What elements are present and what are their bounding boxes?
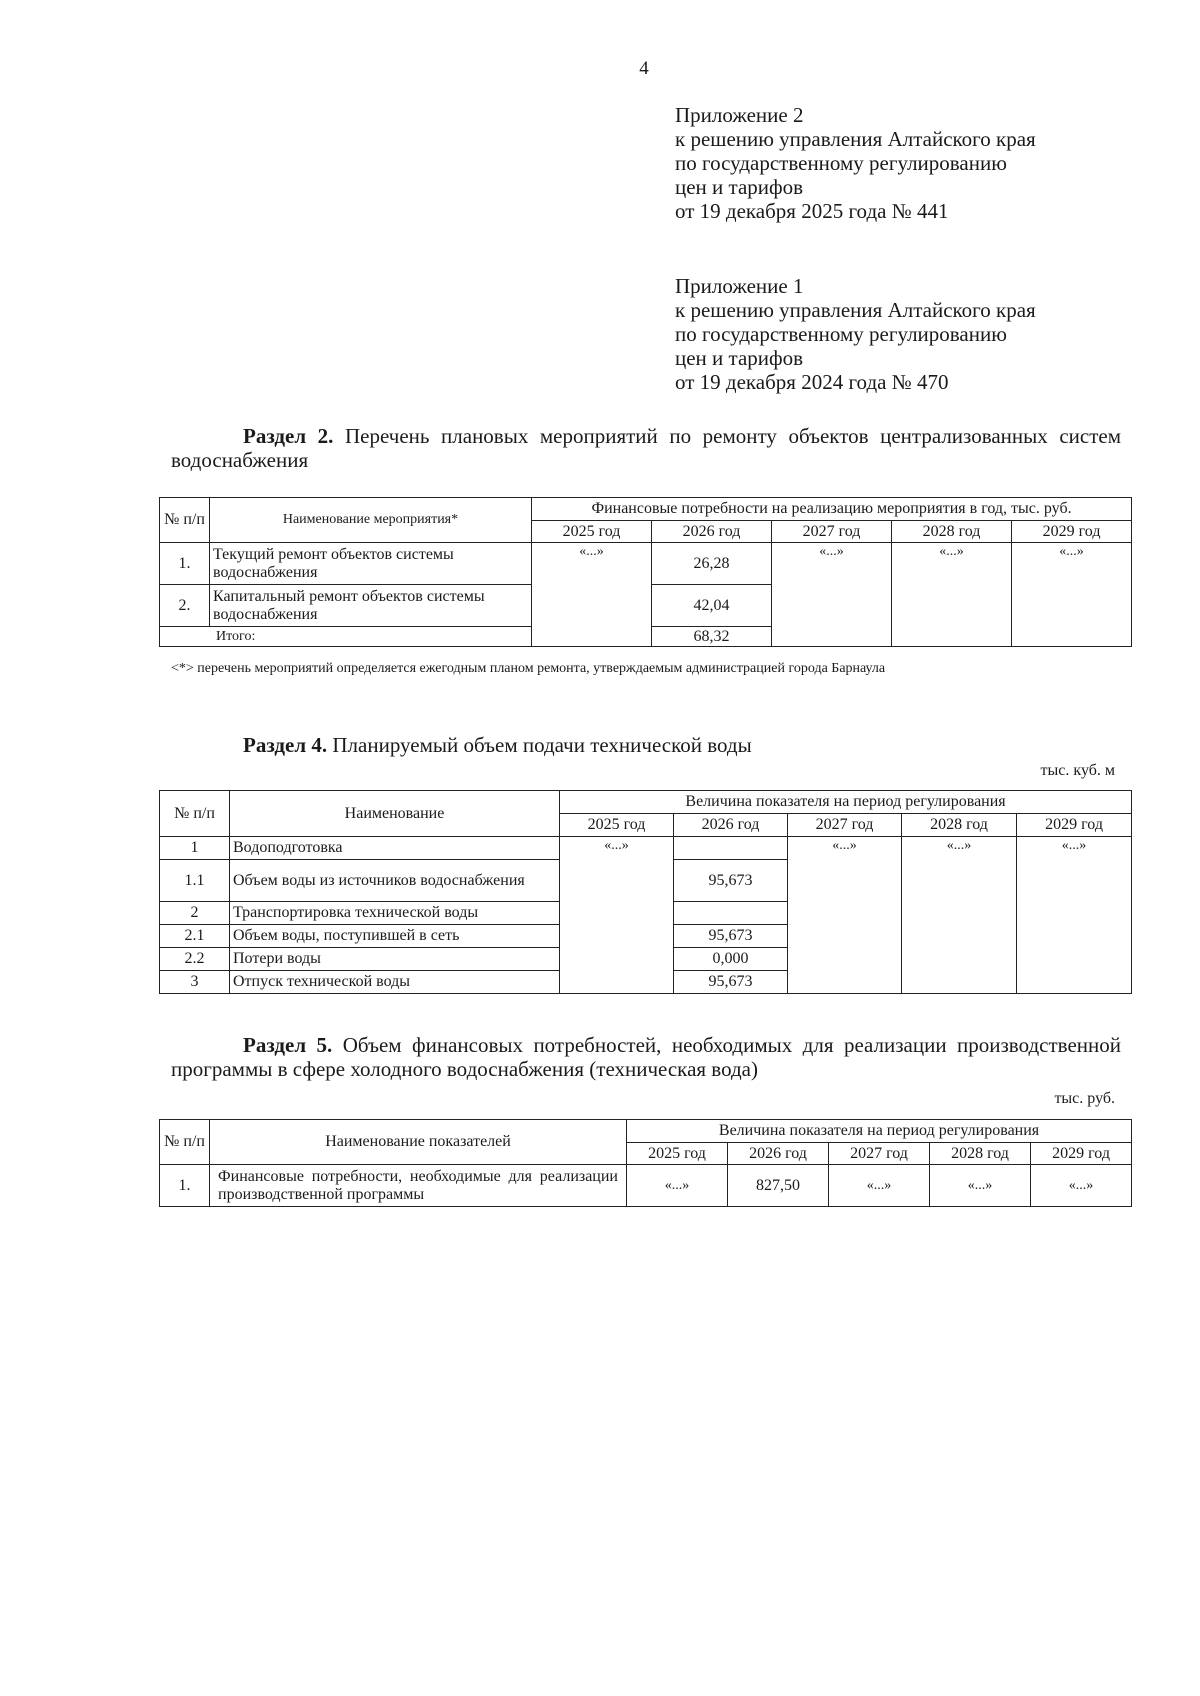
row-num: 2: [160, 902, 230, 925]
row-name: Потери воды: [230, 948, 560, 971]
col-header-year: 2027 год: [829, 1143, 930, 1165]
section-2-footnote: <*> перечень мероприятий определяется ежегодным планом ремонта, утверждаемым администрацией города Барнаула: [171, 661, 886, 676]
col-header-year: 2029 год: [1031, 1143, 1132, 1165]
page-number: 4: [639, 58, 649, 79]
table-row: [160, 543, 1132, 585]
value-cell: 827,50: [728, 1165, 829, 1207]
placeholder-cell: «...»: [532, 543, 652, 647]
section-2-table: [159, 497, 1132, 647]
section-4-title-text: Планируемый объем подачи технической воды: [332, 733, 752, 757]
row-name: Капитальный ремонт объектов системы водоснабжения: [210, 585, 532, 627]
appendix-1-line: по государственному регулированию: [675, 322, 1007, 346]
col-header-year: 2026 год: [674, 814, 788, 837]
placeholder-cell: «...»: [627, 1165, 728, 1207]
section-4-label: Раздел 4.: [243, 733, 328, 757]
section-5-table: [159, 1119, 1132, 1207]
col-header-year: 2028 год: [902, 814, 1017, 837]
appendix-2-line: по государственному регулированию: [675, 151, 1007, 175]
row-num: 2.1: [160, 925, 230, 948]
row-name: Объем воды из источников водоснабжения: [230, 860, 560, 902]
section-2-title: [171, 424, 1121, 472]
col-header-group: Финансовые потребности на реализацию мероприятия в год, тыс. руб.: [532, 498, 1132, 521]
col-header-year: 2029 год: [1017, 814, 1132, 837]
appendix-1-line: цен и тарифов: [675, 346, 804, 370]
section-5-title-text: Объем финансовых потребностей, необходимых для реализации производственной программы в сфере холодного водоснабжения (техническая вода): [171, 1033, 1121, 1081]
placeholder-cell: «...»: [1017, 837, 1132, 994]
value-cell: [674, 837, 788, 860]
row-num: 2.: [160, 585, 210, 627]
table-row: [160, 837, 1132, 860]
row-num: 3: [160, 971, 230, 994]
col-header-group: Величина показателя на период регулирования: [627, 1120, 1132, 1143]
total-value: 68,32: [652, 627, 772, 647]
placeholder-cell: «...»: [1012, 543, 1132, 647]
section-5-unit: тыс. руб.: [1054, 1090, 1115, 1107]
col-header-name: Наименование показателей: [210, 1120, 627, 1165]
row-name: Текущий ремонт объектов системы водоснабжения: [210, 543, 532, 585]
col-header-year: 2029 год: [1012, 521, 1132, 543]
col-header-year: 2025 год: [560, 814, 674, 837]
col-header-num: № п/п: [160, 498, 210, 543]
placeholder-cell: «...»: [930, 1165, 1031, 1207]
row-num: 2.2: [160, 948, 230, 971]
value-cell: 95,673: [674, 971, 788, 994]
section-2-label: Раздел 2.: [243, 424, 334, 448]
placeholder-cell: «...»: [902, 837, 1017, 994]
value-cell: 0,000: [674, 948, 788, 971]
row-num: 1.: [160, 543, 210, 585]
placeholder-cell: «...»: [1031, 1165, 1132, 1207]
appendix-2-line: к решению управления Алтайского края: [675, 127, 1036, 151]
placeholder-cell: «...»: [788, 837, 902, 994]
appendix-1-line: от 19 декабря 2024 года № 470: [675, 370, 949, 394]
row-name: Транспортировка технической воды: [230, 902, 560, 925]
appendix-1-line: к решению управления Алтайского края: [675, 298, 1036, 322]
placeholder-cell: «...»: [772, 543, 892, 647]
section-4-table: [159, 790, 1132, 994]
col-header-year: 2025 год: [532, 521, 652, 543]
appendix-1-header: [675, 274, 1036, 394]
appendix-2-header: [675, 103, 1036, 223]
col-header-year: 2027 год: [772, 521, 892, 543]
col-header-year: 2026 год: [652, 521, 772, 543]
col-header-name: Наименование мероприятия*: [210, 498, 532, 543]
section-4-title: [171, 733, 1121, 757]
section-4-unit: тыс. куб. м: [1040, 762, 1115, 779]
appendix-2-line: Приложение 2: [675, 103, 804, 127]
value-cell: 42,04: [652, 585, 772, 627]
value-cell: 95,673: [674, 860, 788, 902]
placeholder-cell: «...»: [829, 1165, 930, 1207]
total-label: Итого:: [160, 627, 532, 647]
row-name: Отпуск технической воды: [230, 971, 560, 994]
col-header-year: 2027 год: [788, 814, 902, 837]
col-header-num: № п/п: [160, 791, 230, 837]
appendix-2-line: цен и тарифов: [675, 175, 804, 199]
value-cell: 26,28: [652, 543, 772, 585]
col-header-group: Величина показателя на период регулирования: [560, 791, 1132, 814]
col-header-year: 2028 год: [930, 1143, 1031, 1165]
row-name: Водоподготовка: [230, 837, 560, 860]
row-num: 1: [160, 837, 230, 860]
col-header-name: Наименование: [230, 791, 560, 837]
col-header-year: 2026 год: [728, 1143, 829, 1165]
appendix-1-line: Приложение 1: [675, 274, 804, 298]
value-cell: [674, 902, 788, 925]
col-header-num: № п/п: [160, 1120, 210, 1165]
section-5-title: [171, 1033, 1121, 1081]
row-name: Объем воды, поступившей в сеть: [230, 925, 560, 948]
row-num: 1.: [160, 1165, 210, 1207]
col-header-year: 2028 год: [892, 521, 1012, 543]
appendix-2-line: от 19 декабря 2025 года № 441: [675, 199, 949, 223]
placeholder-cell: «...»: [560, 837, 674, 994]
value-cell: 95,673: [674, 925, 788, 948]
row-num: 1.1: [160, 860, 230, 902]
col-header-year: 2025 год: [627, 1143, 728, 1165]
table-row: [160, 1165, 1132, 1207]
section-2-title-text: Перечень плановых мероприятий по ремонту объектов централизованных систем водоснабжения: [171, 424, 1121, 472]
placeholder-cell: «...»: [892, 543, 1012, 647]
section-5-label: Раздел 5.: [243, 1033, 333, 1057]
row-name: Финансовые потребности, необходимые для реализации производственной программы: [210, 1165, 627, 1207]
